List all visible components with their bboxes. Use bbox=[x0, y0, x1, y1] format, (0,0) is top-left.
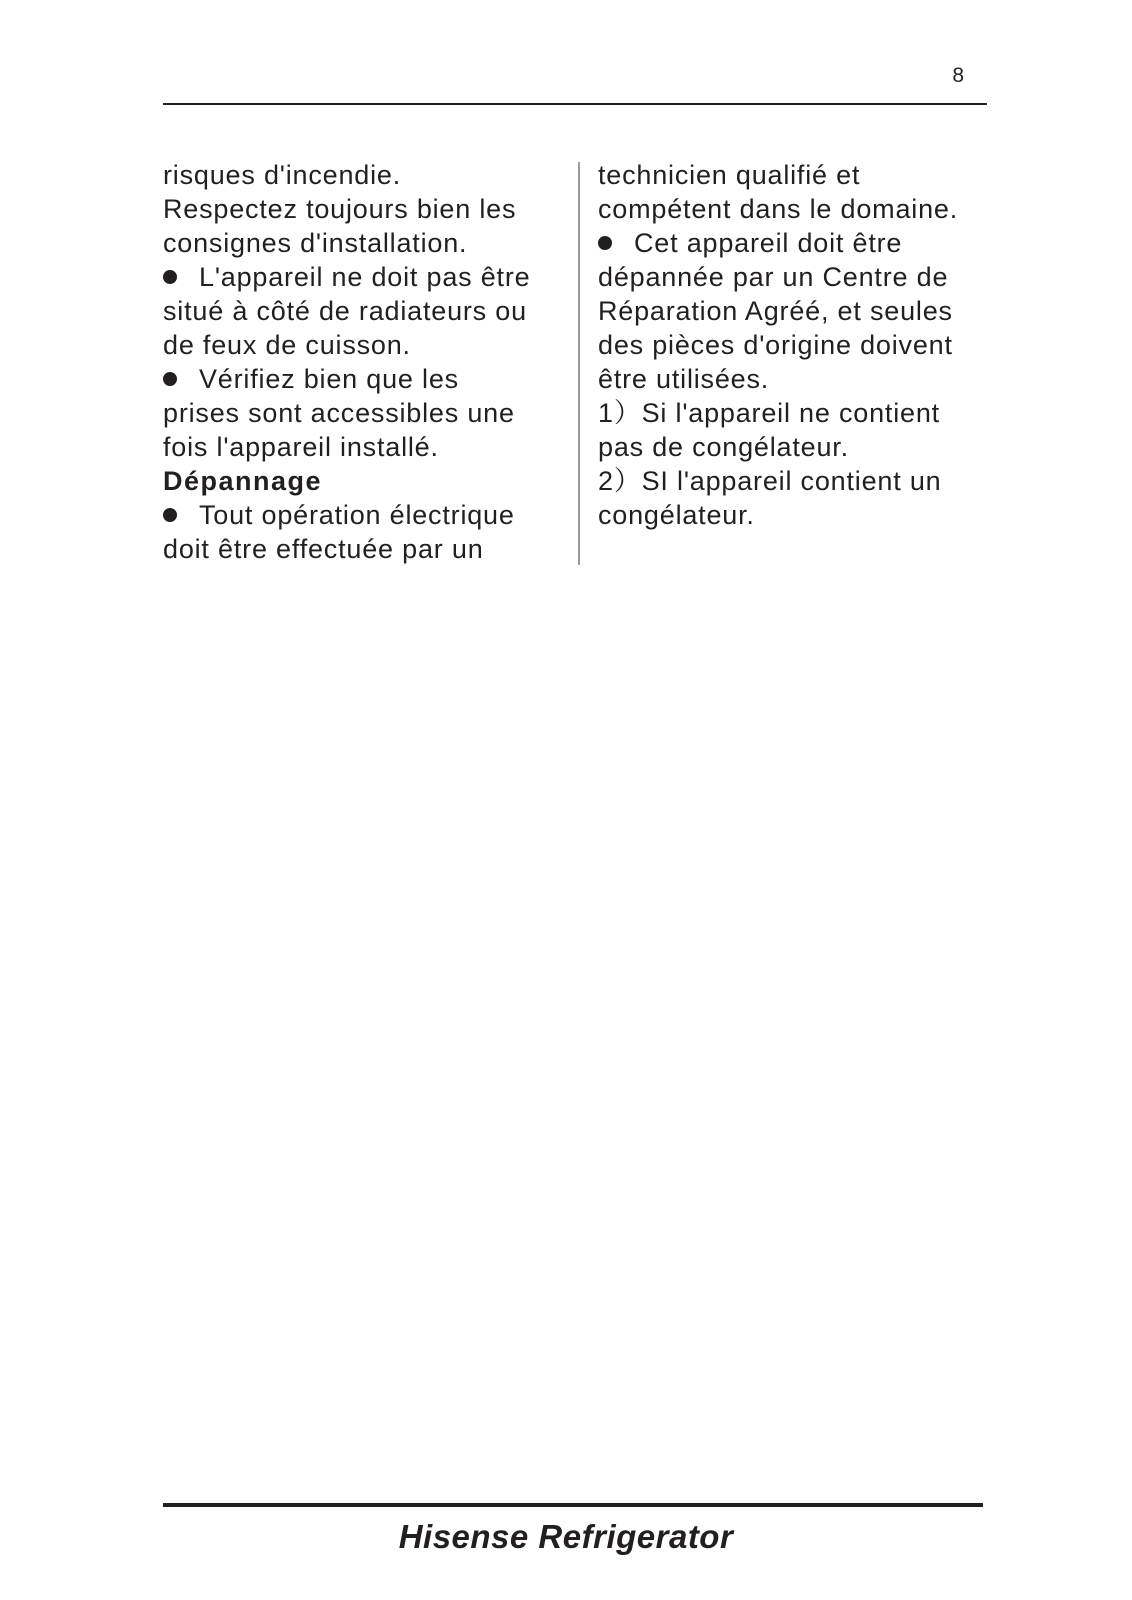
bullet-text: L'appareil ne doit pas être bbox=[199, 262, 531, 292]
text-line: être utilisées. bbox=[598, 364, 770, 394]
bullet-text: Tout opération électrique bbox=[199, 500, 515, 530]
text-line: situé à côté de radiateurs ou bbox=[163, 296, 527, 326]
section-heading: Dépannage bbox=[163, 466, 323, 496]
footer-brand: Hisense Refrigerator bbox=[398, 1518, 734, 1555]
text-line: des pièces d'origine doivent bbox=[598, 330, 953, 360]
text-line: prises sont accessibles une bbox=[163, 398, 515, 428]
column-divider bbox=[578, 162, 580, 565]
header-rule bbox=[163, 103, 987, 105]
text-line: technicien qualifié et bbox=[598, 160, 861, 190]
text-line: dépannée par un Centre de bbox=[598, 262, 949, 292]
bullet-item bbox=[163, 498, 530, 532]
text-line: Respectez toujours bien les bbox=[163, 194, 517, 224]
text-line: pas de congélateur. bbox=[598, 432, 849, 462]
text-line: congélateur. bbox=[598, 500, 755, 530]
bullet-text: Vérifiez bien que les bbox=[199, 364, 459, 394]
text-line: compétent dans le domaine. bbox=[598, 194, 959, 224]
bullet-item bbox=[163, 260, 530, 294]
bullet-item bbox=[163, 362, 530, 396]
bullet-icon bbox=[163, 372, 177, 386]
numbered-note: 2）SI l'appareil contient un bbox=[598, 466, 942, 496]
bullet-icon bbox=[598, 236, 612, 250]
text-line: fois l'appareil installé. bbox=[163, 432, 439, 462]
page-number: 8 bbox=[952, 64, 964, 87]
footer-rule bbox=[163, 1503, 983, 1507]
numbered-note: 1）Si l'appareil ne contient bbox=[598, 398, 940, 428]
left-column bbox=[163, 158, 530, 566]
text-line: consignes d'installation. bbox=[163, 228, 468, 258]
text-line: Réparation Agréé, et seules bbox=[598, 296, 953, 326]
bullet-icon bbox=[163, 508, 177, 522]
text-line: de feux de cuisson. bbox=[163, 330, 411, 360]
bullet-text: Cet appareil doit être bbox=[634, 228, 903, 258]
text-line: risques d'incendie. bbox=[163, 160, 401, 190]
bullet-item bbox=[598, 226, 958, 260]
text-line: doit être effectuée par un bbox=[163, 534, 484, 564]
bullet-icon bbox=[163, 270, 177, 284]
right-column bbox=[598, 158, 958, 532]
